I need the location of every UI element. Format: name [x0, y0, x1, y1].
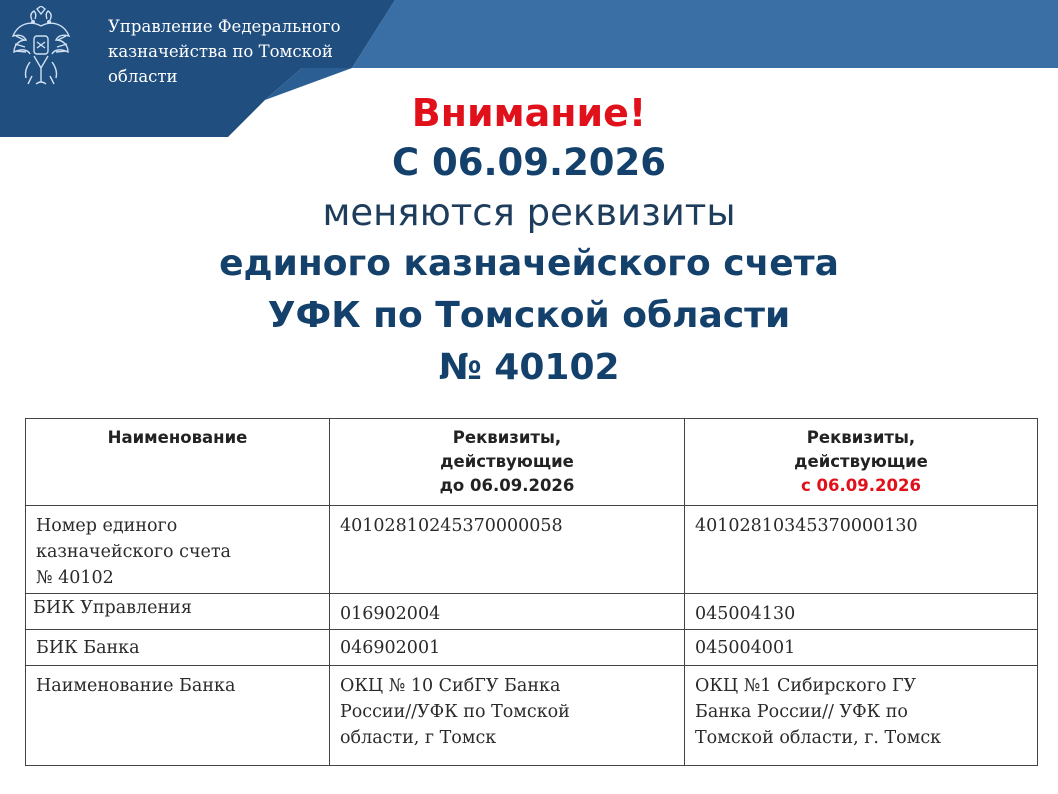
row-old-value-cell — [330, 666, 685, 766]
cell-text: БИК Банка — [36, 638, 140, 658]
row-name-cell — [26, 506, 330, 594]
cell-text: 016902004 — [340, 604, 441, 624]
row-old-value-cell — [330, 506, 685, 594]
cell-text: 40102810245370000058 — [340, 516, 563, 536]
header-text: Реквизиты, — [452, 428, 562, 447]
cell-text: 046902001 — [340, 638, 441, 658]
cell-text: 045004130 — [695, 604, 796, 624]
cell-text: Номер единого — [36, 516, 178, 536]
header-name-text: Наименование — [107, 428, 248, 447]
cell-text: ОКЦ №1 Сибирского ГУ — [695, 676, 917, 696]
cell-text: Наименование Банка — [36, 676, 236, 696]
header-text: действующие — [794, 452, 928, 471]
header-name — [26, 419, 330, 506]
table-row — [26, 630, 1038, 666]
row-new-value-cell — [685, 506, 1038, 594]
authority-title: УФК по Томской области — [267, 295, 791, 336]
org-name-line: Управление Федерального — [108, 17, 341, 36]
cell-text: БИК Управления — [33, 598, 192, 618]
cell-text: казначейского счета — [36, 542, 231, 562]
header-text: до 06.09.2026 — [439, 476, 575, 495]
cell-text: России//УФК по Томской — [340, 702, 570, 722]
row-new-value-cell — [685, 666, 1038, 766]
row-new-value-cell — [685, 594, 1038, 630]
cell-text: области, г Томск — [340, 728, 497, 748]
cell-text: ОКЦ № 10 СибГУ Банка — [340, 676, 561, 696]
account-title: единого казначейского счета — [219, 243, 839, 284]
effective-date: С 06.09.2026 — [391, 141, 667, 184]
header-text: Реквизиты, — [806, 428, 916, 447]
header-date-highlight: с 06.09.2026 — [801, 476, 921, 495]
table-header-row — [26, 419, 1038, 506]
row-old-value-cell — [330, 594, 685, 630]
cell-text: № 40102 — [36, 568, 114, 588]
cell-text: 045004001 — [695, 638, 796, 658]
eagle-emblem-icon — [10, 6, 72, 90]
header-old-requisites — [330, 419, 685, 506]
row-new-value-cell — [685, 630, 1038, 666]
header-new-requisites — [685, 419, 1038, 506]
row-name-cell — [26, 594, 330, 630]
organization-name — [108, 14, 398, 89]
requisites-table — [25, 418, 1038, 766]
org-name-line: области — [108, 67, 178, 86]
cell-text: Томской области, г. Томск — [695, 728, 942, 748]
table-row — [26, 506, 1038, 594]
header-text: действующие — [440, 452, 574, 471]
table-row — [26, 594, 1038, 630]
row-old-value-cell — [330, 630, 685, 666]
attention-title: Внимание! — [411, 91, 647, 135]
row-name-cell — [26, 666, 330, 766]
cell-text: 40102810345370000130 — [695, 516, 918, 536]
notice-heading — [0, 88, 1058, 394]
org-name-line: казначейства по Томской — [108, 42, 333, 61]
table-row — [26, 666, 1038, 766]
row-name-cell — [26, 630, 330, 666]
change-statement: меняются реквизиты — [322, 191, 736, 234]
cell-text: Банка России// УФК по — [695, 702, 908, 722]
account-number: № 40102 — [438, 347, 620, 388]
